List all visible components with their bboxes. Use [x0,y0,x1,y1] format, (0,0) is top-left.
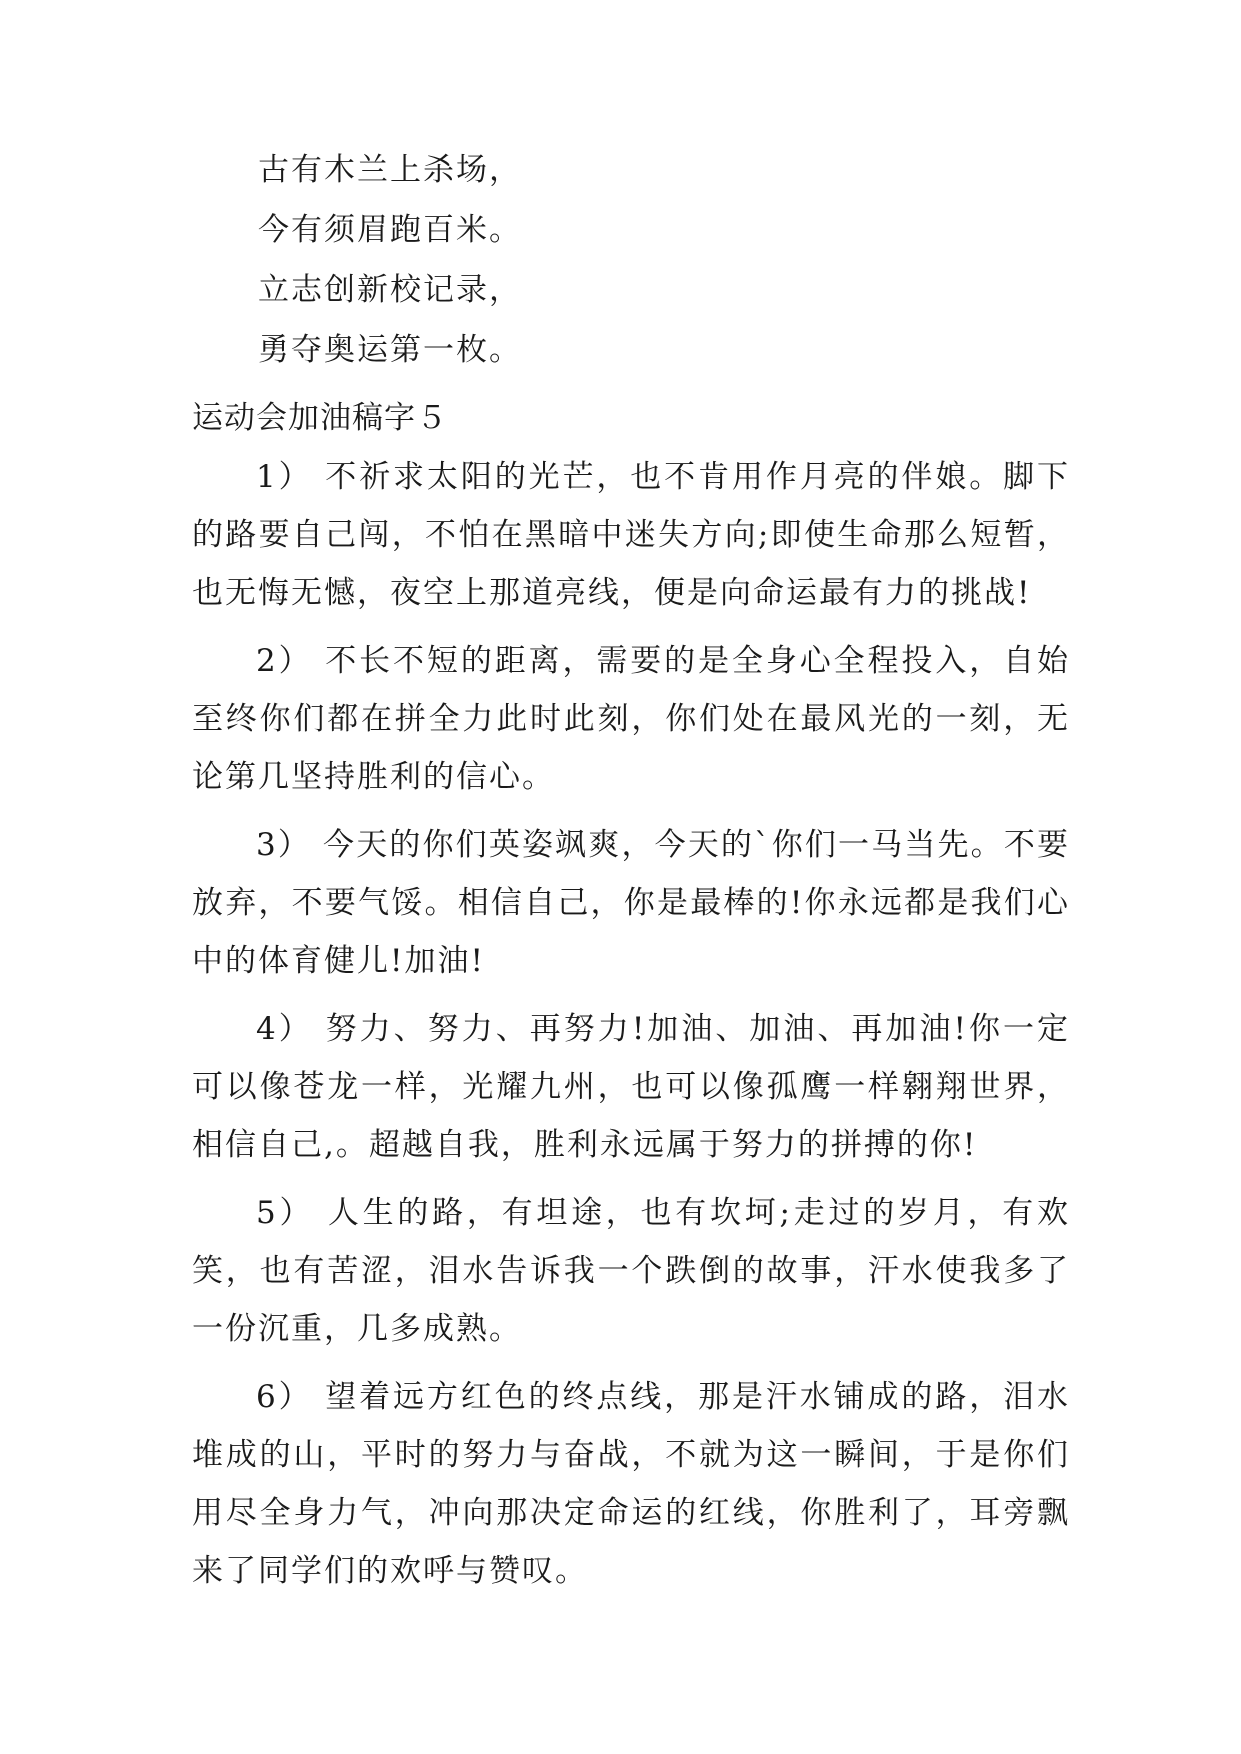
paragraph-1: 1） 不祈求太阳的光芒，也不肯用作月亮的伴娘。脚下的路要自己闯，不怕在黑暗中迷失方向;即使生命那么短暂，也无悔无憾，夜空上那道亮线，便是向命运最有力的挑战! [192,459,1070,611]
poem-line-3: 立志创新校记录， [258,272,522,308]
paragraph-4: 4） 努力、努力、再努力!加油、加油、再加油!你一定可以像苍龙一样，光耀九州，也可以像孤鹰一样翱翔世界，相信自己,。超越自我，胜利永远属于努力的拼搏的你! [192,1011,1070,1163]
poem-line-2: 今有须眉跑百米。 [258,212,522,248]
paragraph-3: 3） 今天的你们英姿飒爽，今天的`你们一马当先。不要放弃，不要气馁。相信自己，你是最棒的!你永远都是我们心中的体育健儿!加油! [192,827,1070,979]
poem-line-4: 勇夺奥运第一枚。 [258,332,522,368]
poem-line-1: 古有木兰上杀场， [258,152,522,188]
paragraph-2: 2） 不长不短的距离，需要的是全身心全程投入，自始至终你们都在拼全力此时此刻，你们处在最风光的一刻，无论第几坚持胜利的信心。 [192,643,1070,795]
section-title: 运动会加油稿字５ [192,400,448,436]
paragraph-5: 5） 人生的路，有坦途，也有坎坷;走过的岁月，有欢笑，也有苦涩，泪水告诉我一个跌倒的故事，汗水使我多了一份沉重，几多成熟。 [192,1195,1070,1347]
paragraph-6: 6） 望着远方红色的终点线，那是汗水铺成的路，泪水堆成的山，平时的努力与奋战，不就为这一瞬间，于是你们用尽全身力气，冲向那决定命运的红线，你胜利了，耳旁飘来了同学们的欢呼与赞叹。 [192,1379,1070,1589]
